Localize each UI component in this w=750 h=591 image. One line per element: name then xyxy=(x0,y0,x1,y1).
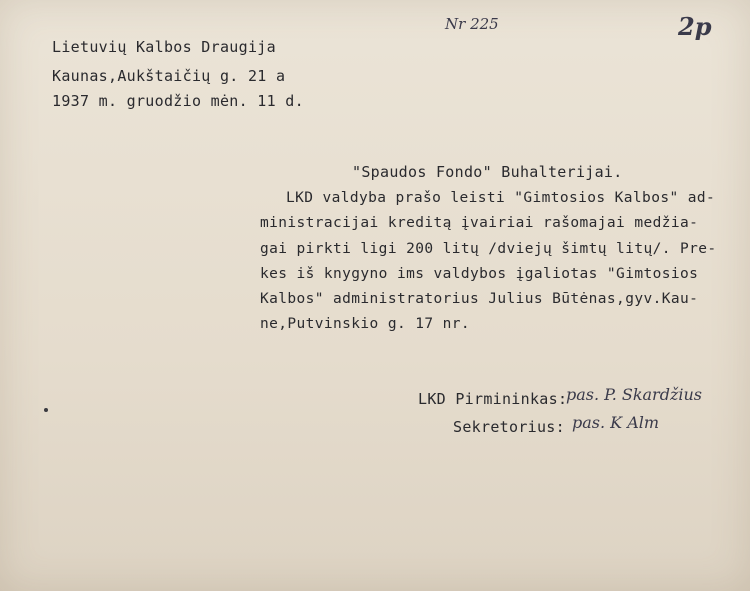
body-line-4: kes iš knygyno ims valdybos įgaliotas "Gimtosios xyxy=(260,266,699,282)
org-name: Lietuvių Kalbos Draugija xyxy=(52,38,276,56)
letter-date: 1937 m. gruodžio mėn. 11 d. xyxy=(52,92,304,110)
handwritten-page-mark: 2p xyxy=(678,12,712,41)
org-address: Kaunas,Aukštaičių g. 21 a xyxy=(52,67,286,85)
secretary-label: Sekretorius: xyxy=(453,418,565,436)
body-line-5: Kalbos" administratorius Julius Būtėnas,gyv.Kau- xyxy=(260,291,699,307)
body-line-6: ne,Putvinskio g. 17 nr. xyxy=(260,316,470,332)
handwritten-number: Nr 225 xyxy=(445,15,499,33)
recipient-line: "Spaudos Fondo" Buhalterijai. xyxy=(352,163,623,181)
body-line-1: LKD valdyba prašo leisti "Gimtosios Kalbos" ad- xyxy=(286,190,716,206)
hole-mark xyxy=(44,408,48,412)
body-line-3: gai pirkti ligi 200 litų /dviejų šimtų litų/. Pre- xyxy=(260,241,717,257)
chair-signature: pas. P. Skardžius xyxy=(566,385,703,404)
chair-label: LKD Pirmininkas: xyxy=(418,390,568,408)
secretary-signature: pas. K Alm xyxy=(572,413,660,432)
body-line-2: ministracijai kreditą įvairiai rašomajai medžia- xyxy=(260,215,699,231)
